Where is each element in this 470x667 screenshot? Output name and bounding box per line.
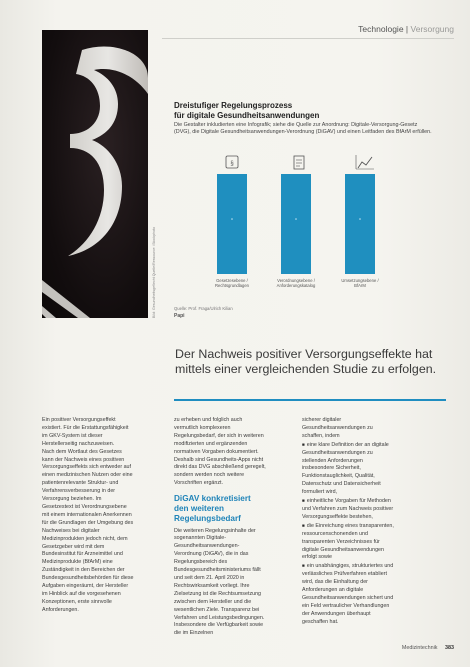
- bar-marker-3: [359, 218, 361, 220]
- feature-photo: [42, 30, 148, 318]
- bar-label-1: Gesetzesebene / Rechtsgrundlagen: [215, 278, 249, 288]
- infographic-source: Quelle: Prof. Fraga/Ulrich Kilian: [174, 306, 233, 311]
- infographic-bar-3: [345, 174, 375, 274]
- infographic-description: Die Gestalter inkludierten eine Infografik; siehe die Quelle zur Anordnung: Digitale-Versorgung-Gesetz (DVG), die Digitale Gesundheitsanwendungen-Verordnung (DiGAV) und einen Leitfaden des BfArM erfüllen.: [174, 122, 432, 135]
- bar-marker-2: [295, 218, 297, 220]
- bullet-item: ■ eine klare Definition der an digitale Gesundheitsanwendungen zu stellenden Anforderungen insbesondere Sicherheit, Funktionstauglichkeit, Qualität, Datenschutz und Datensicherheit formuliert wird,: [302, 441, 394, 497]
- journal-name: Medizintechnik: [401, 645, 438, 651]
- col2-paragraph-body: Die weiteren Regelungsinhalte der sogenannten Digitale-Gesundheitsanwendungen-Verordnung (DiGAV), die in das Regelungsbereich des Bundesgesundheitsministeriums fällt und seit dem 21. April 2020 in Rechtswirksamkeit vorliegt. Ihre Zielsetzung ist die Rechtsumsetzung zwischen dem Hersteller und die wesentlichen Ziele. Transparenz bei Verfahren und Leistungsbedingungen. Insbesondere die Verfügbarkeit sowie die im Einzelnen: [174, 527, 265, 637]
- bar-marker-1: [231, 218, 233, 220]
- source-logo: Papi: [174, 313, 185, 319]
- col1-paragraph-1: Ein positiver Versorgungseffekt existiert. Für die Erstattungsfähigkeit im GKV-System ist dieser Herstellerseitig nachzuweisen.: [42, 417, 129, 447]
- col1-paragraph-2: Nach dem Wortlaut des Gesetzes kann der Nachweis eines positiven Versorgungseffekts sich entweder auf einen medizinischen Nutzen oder eine patientenrelevante Struktur- und Verfahrensverbesserung in der Versorgung beziehen. Im Gesetzestext ist Verordnungsebene mit einem internationalen Anerkennen für die Grundlagen der Umgebung des Nachweises bei digitaler Medizinprodukten jedoch nicht, dem Gesetzgeber wird mit dem Bundesinstitut für Arzneimittel und Medizinprodukte (BfArM) eine Zuständigkeit in den Bereichen der Bundesgesundheitsbehörden für diese Aufgaben eingeräumt, der Hersteller im Hinblick auf die vorgesehenen Konzeptionen, erste sinnvolle Anforderungen.: [42, 448, 134, 613]
- infographic-title-line-1: Dreistufiger Regelungsprozess: [174, 101, 293, 110]
- bullet-item: ■ ein unabhängiges, strukturiertes und verlässliches Prüfverfahren etabliert wird, das die Einhaltung der Anforderungen an digitale Gesundheitsanwendungen sichert und ein Feld vertraulicher Verhandlungen der Anwendungen überhaupt geschaffen hat.: [302, 562, 394, 626]
- text-column-3: [302, 417, 394, 627]
- bullet-item: ■ die Einreichung eines transparenten, ressourcenschonenden und transparenten Verzeichnisses für digitale Gesundheitsanwendungen erfolgt sowie: [302, 522, 394, 563]
- col3-paragraph-intro: sicherer digitaler Gesundheitsanwendungen zu schaffen, indem: [302, 417, 373, 439]
- infographic-bar-2: [281, 174, 311, 274]
- text-column-1: [42, 417, 134, 615]
- infographic-bar-1: [217, 174, 247, 274]
- infographic-title: [174, 101, 434, 120]
- text-column-2: [174, 417, 266, 638]
- infographic-title-line-2: für digitale Gesundheitsanwendungen: [174, 110, 320, 120]
- bar-label-2: Verordnungsebene / Anforderungskatalog: [276, 278, 316, 288]
- running-head: [358, 24, 454, 34]
- law-icon: [226, 156, 238, 168]
- header-rule: [162, 38, 454, 39]
- running-head-subsection: Versorgung: [410, 24, 454, 34]
- col2-paragraph-intro: zu erheben und folglich auch vermutlich komplexeren Regelungsbedarf, der sich in weiteren modifizierten und ergänzenden normativen Vorgaben dokumentiert. Deshalb sind Gesundheits-Apps nicht direkt das DVG abschließend geregelt, sondern werden noch weitere Vorschriften ergänzt.: [174, 417, 266, 487]
- page-footer: [402, 645, 454, 651]
- regulation-infographic: [200, 150, 400, 302]
- page-number: 383: [445, 645, 454, 651]
- document-icon: [294, 156, 304, 169]
- bullet-item: ■ einheitliche Vorgaben für Methoden und Verfahren zum Nachweis positiver Versorgungseffekte bestehen,: [302, 497, 394, 522]
- trend-chart-icon: [356, 155, 374, 169]
- section-subhead: DiGAV konkretisiert den weiteren Regelungsbedarf: [174, 494, 251, 523]
- photo-credit: Bild: Gesundheitsgeflecht Quelle/Ressource: iStockphoto: [152, 226, 156, 318]
- numeral-three-illustration: [42, 30, 148, 318]
- bar-label-3: Umsetzungsebene / BfArM: [341, 278, 379, 288]
- svg-text:§: §: [230, 161, 234, 167]
- running-head-separator: |: [405, 24, 409, 34]
- running-head-section: Technologie: [358, 24, 404, 34]
- pull-quote-rule: [174, 399, 446, 401]
- pull-quote: Der Nachweis positiver Versorgungseffekte hat mittels einer vergleichenden Studie zu erfolgen.: [175, 347, 437, 377]
